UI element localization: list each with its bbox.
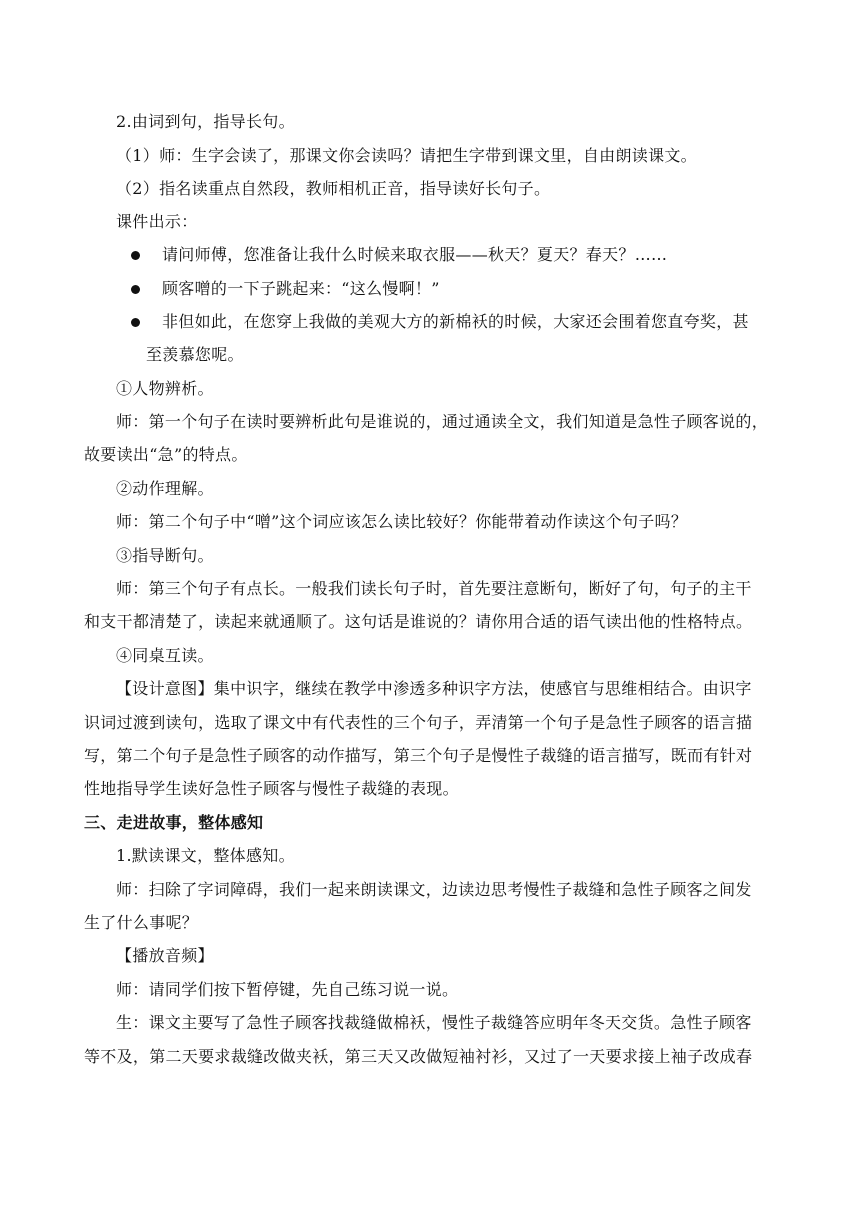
paragraph-line: ④同桌互读。 — [116, 646, 214, 665]
paragraph-line: 生了什么事呢？ — [84, 913, 199, 932]
paragraph-line: 师：扫除了字词障碍，我们一起来朗读课文，边读边思考慢性子裁缝和急性子顾客之间发 — [116, 880, 752, 899]
step-title: 2.由词到句，指导长句。 — [116, 112, 295, 131]
paragraph-line: ②动作理解。 — [116, 479, 214, 498]
paragraph-line: 和支干都清楚了，读起来就通顺了。这句话是谁说的？请你用合适的语气读出他的性格特点。 — [84, 612, 753, 631]
design-intent-line: 写，第二个句子是急性子顾客的动作描写，第三个句子是慢性子裁缝的语言描写，既而有针对 — [84, 746, 753, 765]
bullet-item-continuation: 至羡慕您呢。 — [146, 345, 244, 364]
design-intent-line: 识词过渡到读句，选取了课文中有代表性的三个句子，弄清第一个句子是急性子顾客的语言描 — [84, 713, 753, 732]
paragraph-line: 师：第一个句子在读时要辨析此句是谁说的，通过通读全文，我们知道是急性子顾客说的， — [116, 412, 769, 431]
paragraph-line: ③指导断句。 — [116, 546, 214, 565]
bullet-item: 请问师傅，您准备让我什么时候来取衣服——秋天？夏天？春天？…… — [162, 245, 668, 264]
paragraph-line: 课件出示： — [116, 212, 198, 231]
bullet-icon — [131, 285, 140, 294]
paragraph-line: 【播放音频】 — [116, 946, 214, 965]
paragraph-line: （2）指名读重点自然段，教师相机正音，指导读好长句子。 — [116, 179, 551, 198]
paragraph-line: 生：课文主要写了急性子顾客找裁缝做棉袄，慢性子裁缝答应明年冬天交货。急性子顾客 — [116, 1013, 752, 1032]
paragraph-line: 师：第二个句子中“噌”这个词应该怎么读比较好？你能带着动作读这个句子吗？ — [116, 512, 688, 531]
bullet-icon — [131, 251, 140, 260]
bullet-item: 非但如此，在您穿上我做的美观大方的新棉袄的时候，大家还会围着您直夸奖，甚 — [162, 312, 749, 331]
paragraph-line: 等不及，第二天要求裁缝改做夹袄，第三天又改做短袖衬衫，又过了一天要求接上袖子改成春 — [84, 1047, 753, 1066]
bullet-icon — [131, 318, 140, 327]
section-heading: 三、走进故事，整体感知 — [84, 813, 264, 832]
paragraph-line: （1）师：生字会读了，那课文你会读吗？请把生字带到课文里，自由朗读课文。 — [116, 146, 697, 165]
paragraph-line: 师：请同学们按下暂停键，先自己练习说一说。 — [116, 980, 459, 999]
step-title: 1.默读课文，整体感知。 — [116, 846, 295, 865]
paragraph-line: ①人物辨析。 — [116, 379, 214, 398]
paragraph-line: 故要读出“急”的特点。 — [84, 445, 248, 464]
design-intent-line: 性地指导学生读好急性子顾客与慢性子裁缝的表现。 — [84, 779, 459, 798]
design-intent-line: 【设计意图】集中识字，继续在教学中渗透多种识字方法，使感官与思维相结合。由识字 — [116, 679, 752, 698]
bullet-item: 顾客噌的一下子跳起来：“这么慢啊！” — [162, 279, 440, 298]
paragraph-line: 师：第三个句子有点长。一般我们读长句子时，首先要注意断句，断好了句，句子的主干 — [116, 579, 752, 598]
